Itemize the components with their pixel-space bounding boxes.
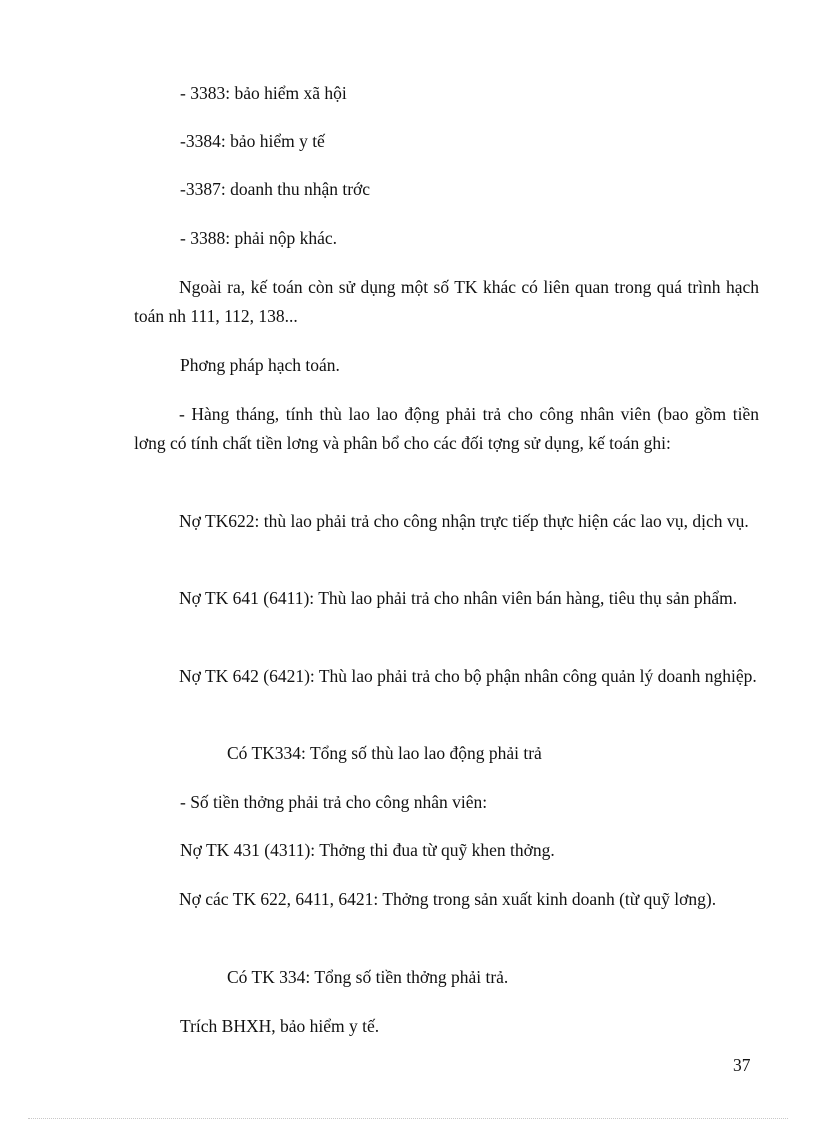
debit-various-paragraph: Nợ các TK 622, 6411, 6421: Thởng trong sản xuất kinh doanh (từ quỹ lơng).	[179, 889, 717, 909]
account-3384-line: -3384: bảo hiểm y tế	[180, 131, 325, 151]
footer-divider	[28, 1118, 788, 1119]
account-3388-line: - 3388: phải nộp khác.	[180, 228, 337, 248]
debit-622-paragraph: Nợ TK622: thù lao phải trả cho công nhận trực tiếp thực hiện các lao vụ, dịch vụ.	[179, 511, 749, 531]
page-number: 37	[733, 1055, 751, 1075]
other-accounts-paragraph: Ngoài ra, kế toán còn sử dụng một số TK khác có liên quan trong quá trình hạch toán nh 111, 112, 138...	[134, 277, 759, 326]
method-heading: Phơng pháp hạch toán.	[180, 355, 340, 375]
account-3387-line: -3387: doanh thu nhận trớc	[180, 179, 371, 199]
debit-641-paragraph: Nợ TK 641 (6411): Thù lao phải trả cho nhân viên bán hàng, tiêu thụ sản phẩm.	[179, 588, 738, 608]
monthly-wage-paragraph: - Hàng tháng, tính thù lao lao động phải trả cho công nhân viên (bao gồm tiền lơng có tính chất tiền lơng và phân bổ cho các đối tợng sử dụng, kế toán ghi:	[134, 404, 759, 453]
credit-334-bonus-line: Có TK 334: Tổng số tiền thởng phải trả.	[227, 967, 509, 987]
account-3383-line: - 3383: bảo hiểm xã hội	[180, 83, 347, 103]
debit-642-paragraph: Nợ TK 642 (6421): Thù lao phải trả cho bộ phận nhân công quản lý doanh nghiệp.	[179, 666, 757, 686]
credit-334-line: Có TK334: Tổng số thù lao lao động phải trả	[227, 743, 542, 763]
extract-line: Trích BHXH, bảo hiểm y tế.	[180, 1016, 380, 1036]
debit-431-line: Nợ TK 431 (4311): Thởng thi đua từ quỹ khen thởng.	[180, 840, 555, 860]
bonus-heading: - Số tiền thởng phải trả cho công nhân viên:	[180, 792, 488, 812]
